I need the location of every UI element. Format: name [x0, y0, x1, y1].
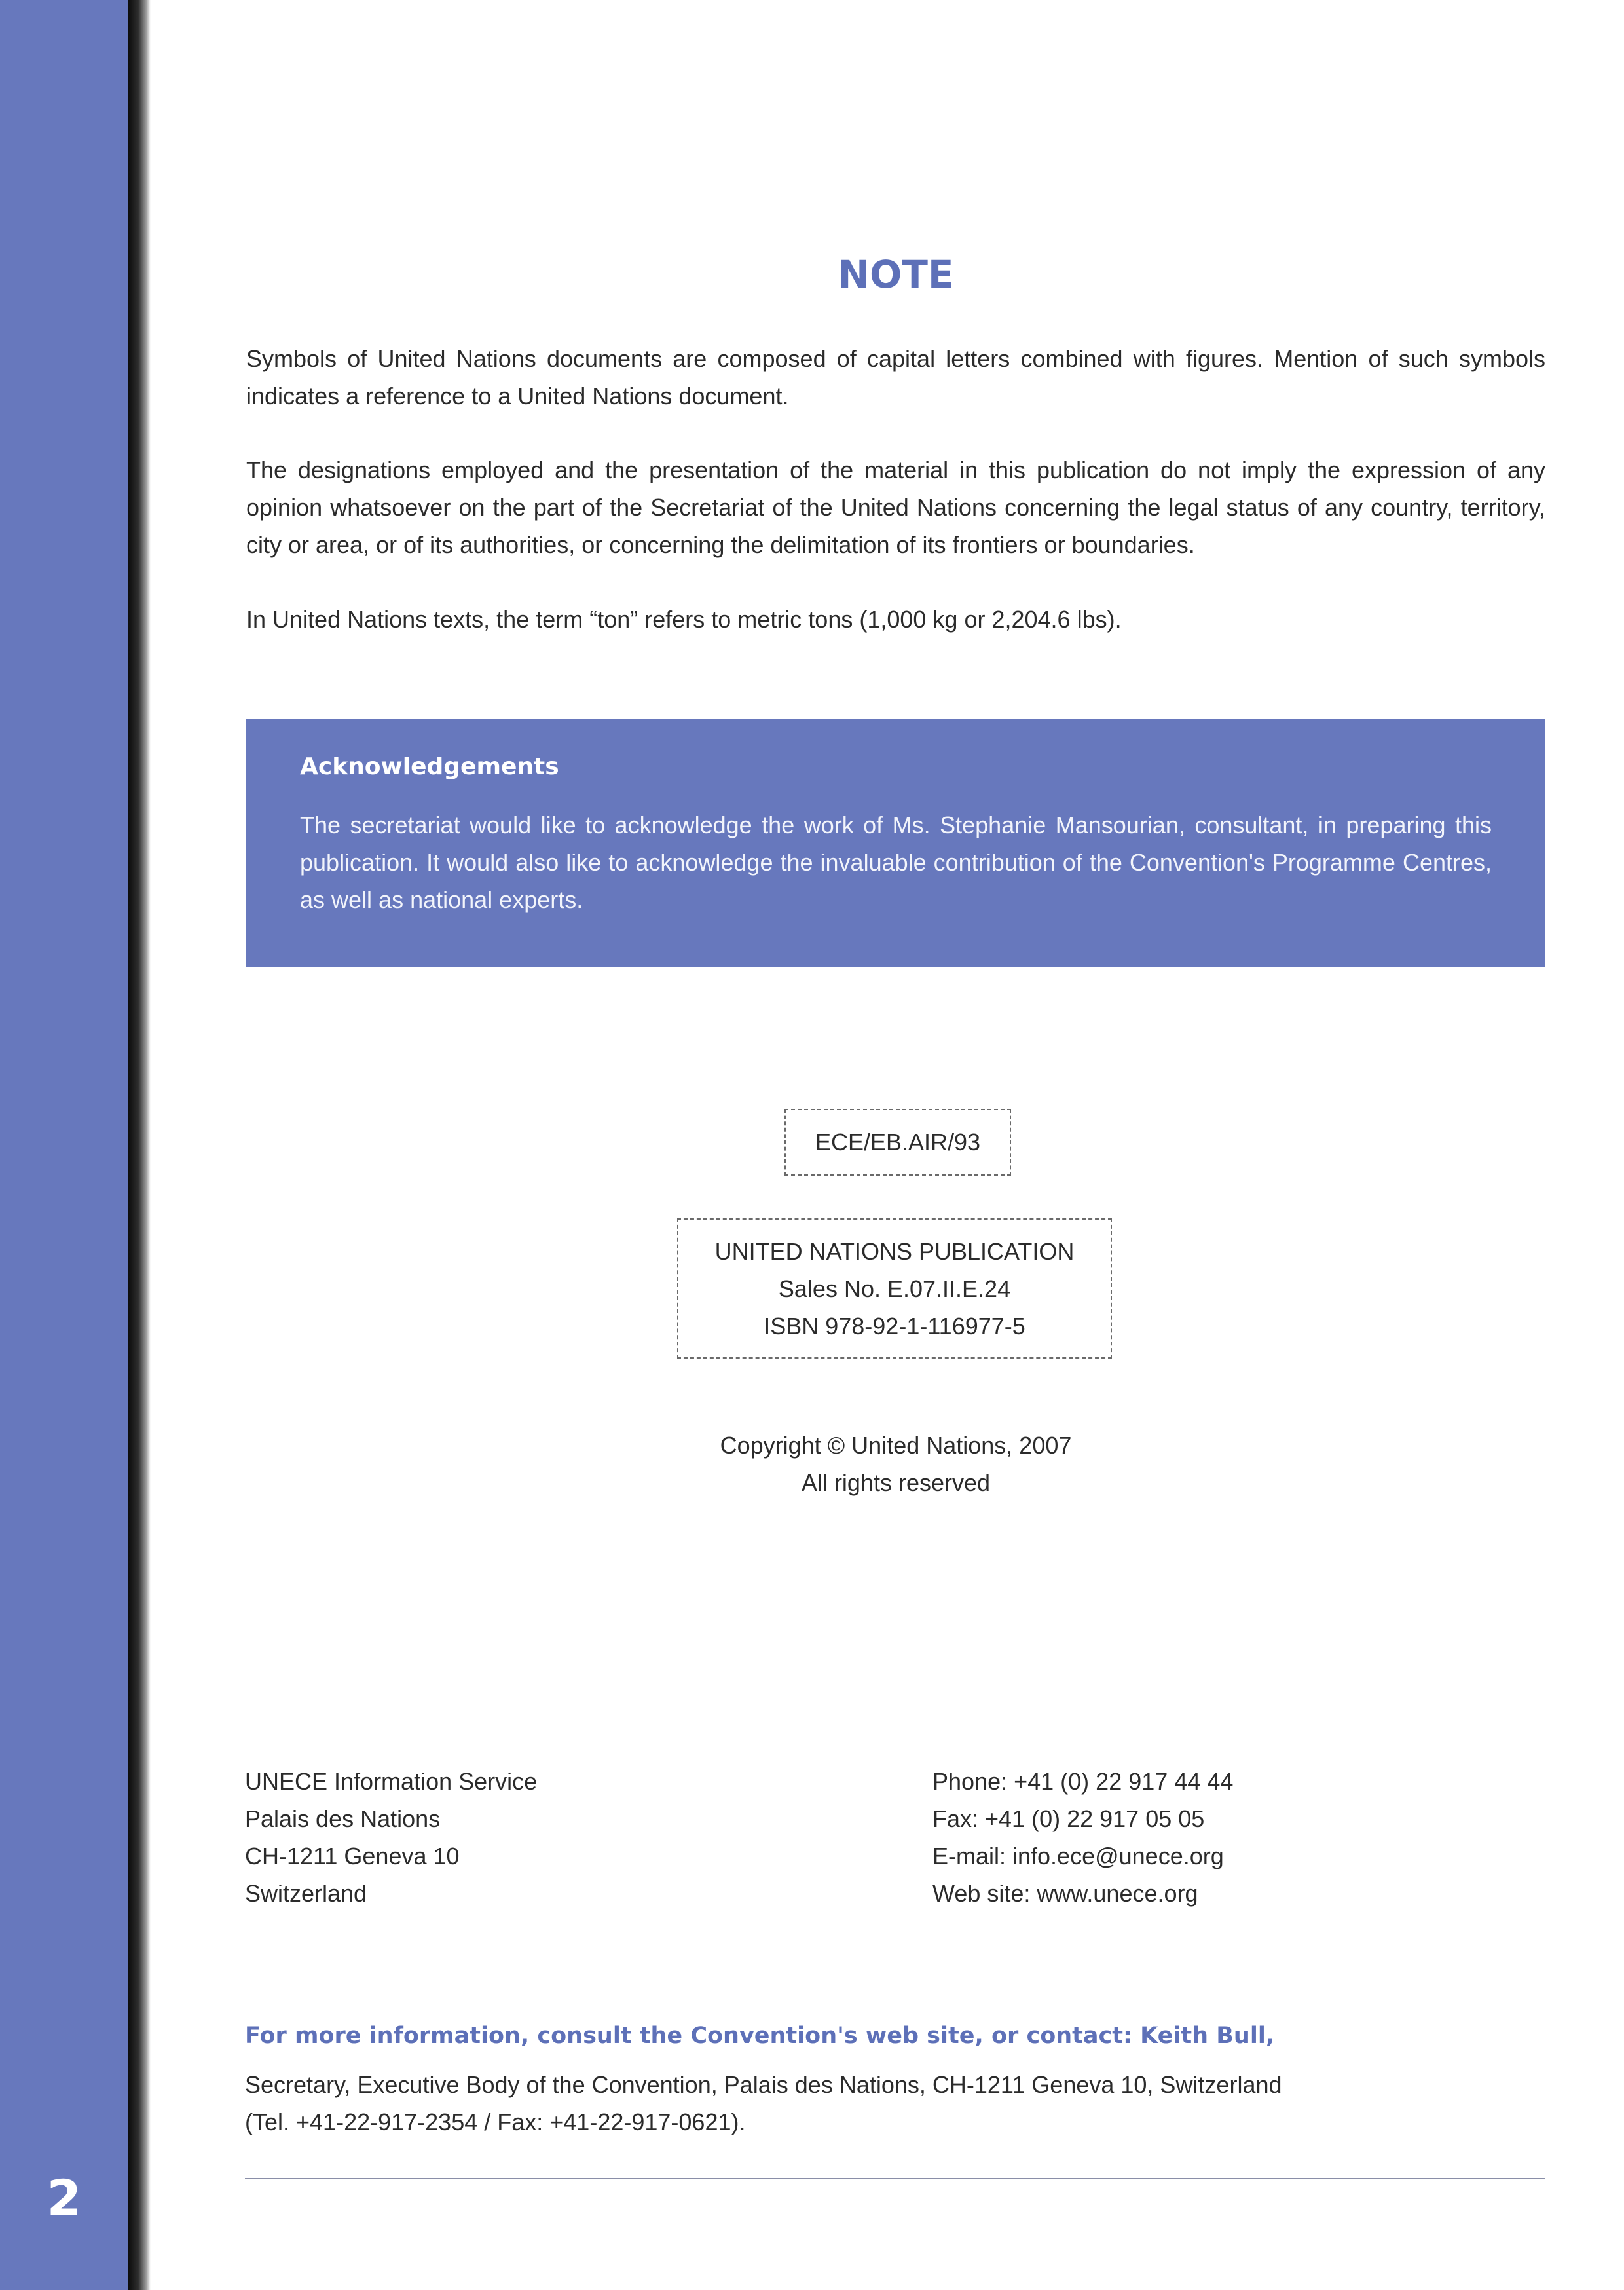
more-info-text — [245, 2066, 1282, 2141]
copyright-line: Copyright © United Nations, 2007 — [720, 1432, 1072, 1459]
document-symbol-box — [784, 1109, 1011, 1176]
fax: Fax: +41 (0) 22 917 05 05 — [932, 1805, 1205, 1832]
address-line-4: Switzerland — [245, 1880, 367, 1907]
publication-box — [677, 1218, 1112, 1359]
acknowledgements-title: Acknowledgements — [300, 753, 559, 780]
rights-reserved: All rights reserved — [801, 1469, 991, 1496]
sales-number: Sales No. E.07.II.E.24 — [778, 1275, 1011, 1302]
note-paragraph-2: The designations employed and the presentation of the material in this publication do not imply the expression of any opinion whatsoever on the part of the Secretariat of the United Nations concerning the legal status of any country, territory, city or area, or of its authorities, or concerning the delimitation of its frontiers or boundaries. — [246, 457, 1545, 558]
acknowledgements-text: The secretariat would like to acknowledge the work of Ms. Stephanie Mansourian, consultant, in preparing this publication. It would also like to acknowledge the invaluable contribution of the Convention's Programme Centres, as well as national experts. — [300, 811, 1492, 913]
address-line-1: UNECE Information Service — [245, 1768, 538, 1795]
note-title: NOTE — [838, 252, 954, 297]
more-info-line-1: Secretary, Executive Body of the Convention, Palais des Nations, CH-1211 Geneva 10, Switzerland — [245, 2071, 1282, 2098]
address-line-2: Palais des Nations — [245, 1805, 441, 1832]
email: E-mail: info.ece@unece.org — [932, 1843, 1224, 1869]
isbn: ISBN 978-92-1-116977-5 — [764, 1312, 1025, 1340]
contact-block — [932, 1763, 1233, 1912]
page-number: 2 — [46, 2169, 82, 2227]
more-info-line-2: (Tel. +41-22-917-2354 / Fax: +41-22-917-0621). — [245, 2109, 746, 2135]
publication-label: UNITED NATIONS PUBLICATION — [714, 1237, 1075, 1265]
phone: Phone: +41 (0) 22 917 44 44 — [932, 1768, 1234, 1795]
note-paragraph-3: In United Nations texts, the term “ton” refers to metric tons (1,000 kg or 2,204.6 lbs). — [246, 606, 1122, 633]
side-bar-shadow — [128, 0, 151, 2290]
website: Web site: www.unece.org — [932, 1880, 1198, 1907]
note-paragraph-1: Symbols of United Nations documents are composed of capital letters combined with figures. Mention of such symbols indicates a reference to a United Nations document. — [246, 345, 1545, 409]
side-bar — [0, 0, 128, 2290]
bottom-divider — [245, 2178, 1545, 2179]
address-line-3: CH-1211 Geneva 10 — [245, 1843, 460, 1869]
more-info-heading: For more information, consult the Convention's web site, or contact: Keith Bull, — [245, 2023, 1275, 2049]
acknowledgements-box — [246, 719, 1545, 967]
copyright-block — [246, 1427, 1545, 1501]
document-symbol: ECE/EB.AIR/93 — [815, 1129, 981, 1155]
address-block — [245, 1763, 537, 1912]
